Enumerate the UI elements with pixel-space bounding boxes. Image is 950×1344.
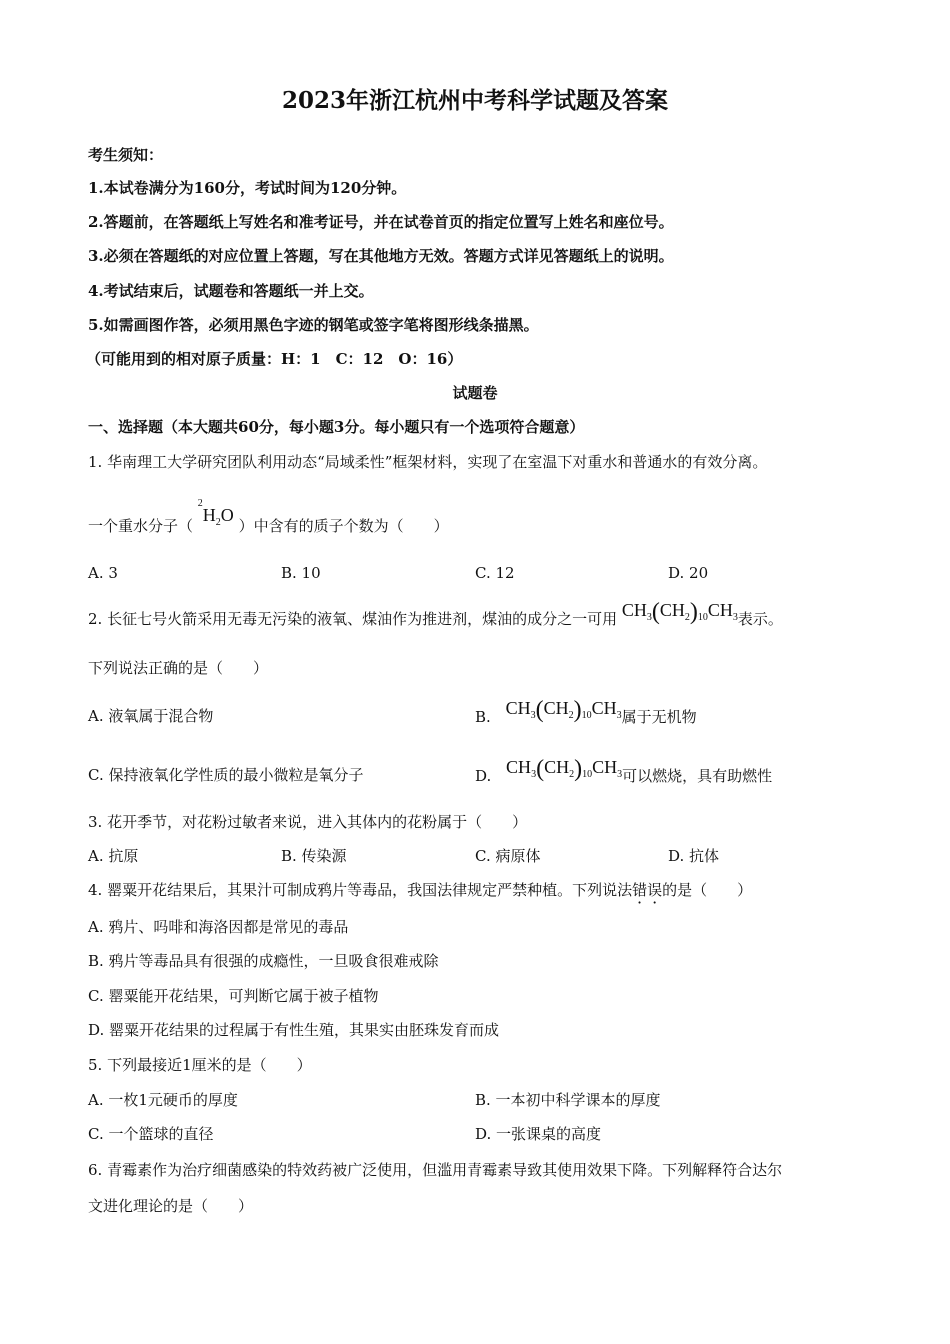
q2-option-d-formula: $CH_3(CH_2)_{10}CH_3$: [506, 756, 623, 782]
formula-sub-2: 2: [684, 612, 690, 623]
formula-sub-3: 3: [646, 612, 652, 623]
q3-option-d: D. 抗体: [668, 847, 720, 865]
q6-stem-line2: 文进化理论的是（ ）: [88, 1197, 254, 1215]
q4-option-a: A. 鸦片、吗啡和海洛因都是常见的毒品: [88, 918, 349, 936]
section-label: 试题卷: [452, 384, 498, 402]
q4-stem: [88, 880, 752, 900]
q2-option-b-label: B.: [475, 708, 491, 726]
atomic-masses: （可能用到的相对原子质量：H：1 C：12 O：16）: [86, 350, 463, 368]
notice-item-1: 1.本试卷满分为160分，考试时间为120分钟。: [88, 179, 407, 197]
formula-ch3-end: CH: [592, 757, 618, 777]
notice-item-3: 3.必须在答题纸的对应位置上答题，写在其他地方无效。答题方式详见答题纸上的说明。: [88, 247, 674, 265]
formula-ch3: CH: [621, 600, 647, 620]
q4-emphasis-2: 误: [647, 881, 663, 899]
hydrogen-count: 2: [215, 517, 221, 528]
q2-option-d-text: 可以燃烧，具有助燃性: [622, 767, 773, 785]
notice-item-2: 2.答题前，在答题纸上写姓名和准考证号，并在试卷首页的指定位置写上姓名和座位号。: [88, 213, 674, 231]
formula-sub-3: 3: [530, 710, 536, 721]
q2-stem-line1: [88, 599, 783, 636]
notice-item-4: 4.考试结束后，试题卷和答题纸一并上交。: [88, 282, 374, 300]
formula-sub-2: 2: [568, 710, 574, 721]
formula-ch3-end: CH: [591, 698, 617, 718]
q1-text-pre: 一个重水分子（: [88, 517, 194, 535]
formula-sub-2: 2: [569, 769, 575, 780]
formula-sub-3-end: 3: [616, 710, 622, 721]
q2-option-c: C. 保持液氧化学性质的最小微粒是氧分子: [88, 766, 364, 784]
part-one-heading: 一、选择题（本大题共60分，每小题3分。每小题只有一个选项符合题意）: [88, 418, 585, 436]
q2-text-pre: 2. 长征七号火箭采用无毒无污染的液氧、煤油作为推进剂，煤油的成分之一可用: [88, 610, 618, 628]
q4-text-post: 的是（ ）: [662, 881, 753, 899]
q4-option-b: B. 鸦片等毒品具有很强的成瘾性，一旦吸食很难戒除: [88, 952, 439, 970]
document-title: 2023年浙江杭州中考科学试题及答案: [281, 87, 668, 114]
hydrogen-symbol: H: [202, 505, 216, 525]
q4-option-d: D. 罂粟开花结果的过程属于有性生殖，其果实由胚珠发育而成: [88, 1021, 500, 1039]
q2-option-d-label: D.: [475, 767, 492, 785]
formula-sub-10: 10: [581, 710, 592, 721]
q2-option-b-text: 属于无机物: [621, 708, 697, 726]
q3-stem: 3. 花开季节，对花粉过敏者来说，进入其体内的花粉属于（ ）: [88, 813, 528, 831]
formula-sub-3-end: 3: [732, 612, 738, 623]
kerosene-formula: $CH_3(CH_2)_{10}CH_3$: [621, 599, 738, 625]
formula-sub-3-end: 3: [617, 769, 623, 780]
isotope-mass: 2: [197, 498, 203, 509]
q2-option-d: [475, 756, 773, 793]
q5-option-a: A. 一枚1元硬币的厚度: [88, 1091, 238, 1109]
q1-stem-line2: [88, 498, 449, 543]
q4-text-pre: 4. 罂粟开花结果后，其果汁可制成鸦片等毒品，我国法律规定严禁种植。下列说法: [88, 881, 633, 899]
q4-emphasis-1: 错: [632, 881, 648, 899]
q1-stem-line1: 1. 华南理工大学研究团队利用动态“局域柔性”框架材料，实现了在室温下对重水和普通水的有效分离。: [88, 453, 768, 471]
q2-text-post: 表示。: [737, 610, 783, 628]
formula-ch2: CH: [543, 698, 569, 718]
q3-option-a: A. 抗原: [88, 847, 139, 865]
q5-option-c: C. 一个篮球的直径: [88, 1125, 214, 1143]
q2-option-b-formula: $CH_3(CH_2)_{10}CH_3$: [505, 697, 622, 723]
formula-ch2: CH: [659, 600, 685, 620]
formula-ch3: CH: [505, 698, 531, 718]
q4-option-c: C. 罂粟能开花结果，可判断它属于被子植物: [88, 987, 379, 1005]
formula-ch3-end: CH: [707, 600, 733, 620]
q5-option-d: D. 一张课桌的高度: [475, 1125, 602, 1143]
notice-heading: 考生须知：: [88, 146, 164, 164]
q1-option-d: D. 20: [668, 564, 709, 582]
oxygen-symbol: O: [220, 505, 234, 525]
q5-option-b: B. 一本初中科学课本的厚度: [475, 1091, 661, 1109]
formula-sub-3: 3: [531, 769, 537, 780]
notice-item-5: 5.如需画图作答，必须用黑色字迹的钢笔或签字笔将图形线条描黑。: [88, 316, 539, 334]
formula-sub-10: 10: [582, 769, 593, 780]
q1-option-a: A. 3: [88, 564, 118, 582]
q2-stem-line2: 下列说法正确的是（ ）: [88, 659, 269, 677]
q2-option-a: A. 液氧属于混合物: [88, 707, 214, 725]
q1-option-b: B. 10: [281, 564, 321, 582]
q2-option-b: [475, 697, 697, 734]
q3-option-c: C. 病原体: [475, 847, 541, 865]
heavy-water-formula: [197, 498, 234, 533]
q6-stem-line1: 6. 青霉素作为治疗细菌感染的特效药被广泛使用，但滥用青霉素导致其使用效果下降。下列解释符合达尔: [88, 1161, 783, 1179]
q1-option-c: C. 12: [475, 564, 515, 582]
formula-ch3: CH: [506, 757, 532, 777]
q3-option-b: B. 传染源: [281, 847, 347, 865]
q1-text-post: ）中含有的质子个数为（ ）: [238, 517, 449, 535]
formula-sub-10: 10: [697, 612, 708, 623]
formula-ch2: CH: [544, 757, 570, 777]
q5-stem: 5. 下列最接近1厘米的是（ ）: [88, 1056, 312, 1074]
